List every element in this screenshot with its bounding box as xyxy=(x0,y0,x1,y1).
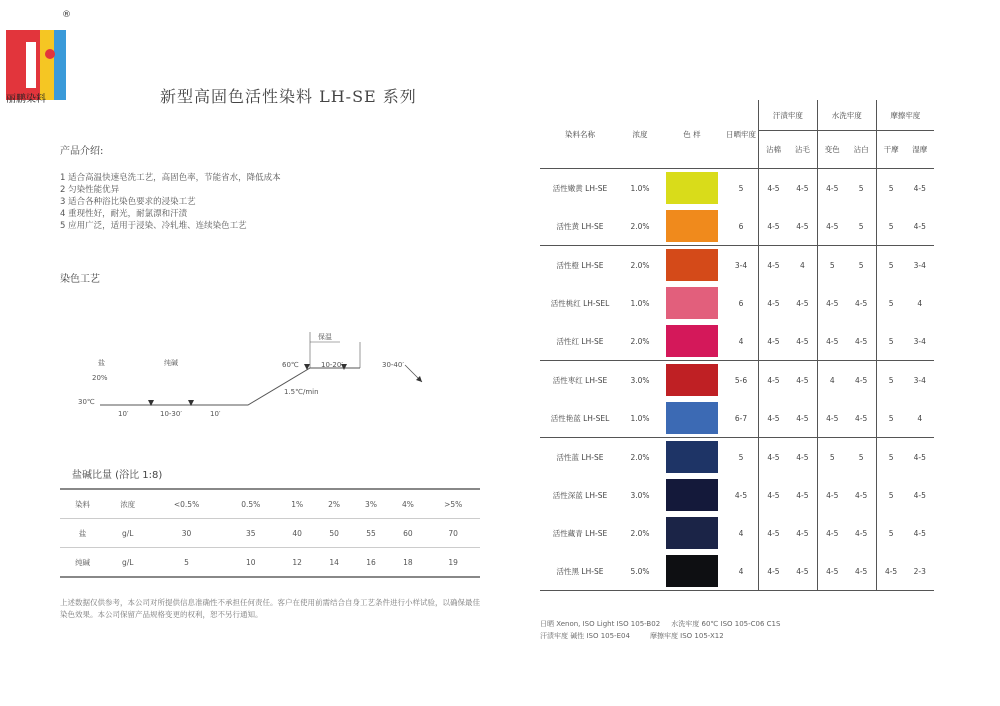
table-row xyxy=(60,548,480,578)
sweat-fastness-cotton: 4-5 xyxy=(759,207,788,246)
process-label: 30℃ xyxy=(78,398,95,406)
process-label: 60℃ xyxy=(282,361,299,369)
rub-fastness-dry: 5 xyxy=(876,476,905,514)
sweat-fastness-wool: 4 xyxy=(788,246,817,285)
rub-fastness-dry: 5 xyxy=(876,246,905,285)
light-fastness: 4 xyxy=(724,552,759,591)
color-swatch-cell xyxy=(660,284,724,322)
intro-item: 1 适合高温快速皂洗工艺，高固色率，节能省水，降低成本 xyxy=(60,173,281,183)
table-header-cell: >5% xyxy=(426,489,480,519)
light-fastness: 5 xyxy=(724,169,759,208)
table-header-cell: 染料 xyxy=(60,489,105,519)
table-row xyxy=(540,246,934,285)
intro-item: 2 匀染性能优异 xyxy=(60,185,120,195)
sweat-fastness-wool: 4-5 xyxy=(796,528,809,538)
intro-item: 3 适合各种浴比染色要求的浸染工艺 xyxy=(60,197,196,207)
dye-name: 活性橙 LH-SE xyxy=(540,246,620,285)
table-cell: 10 xyxy=(223,548,279,578)
col-header-sub: 变色 xyxy=(817,131,846,169)
wash-fastness-change: 4-5 xyxy=(817,284,846,322)
wash-fastness-change: 4 xyxy=(817,361,846,400)
rub-fastness-dry: 5 xyxy=(876,438,905,477)
table-cell: g/L xyxy=(105,519,150,548)
table-header-cell: 1% xyxy=(279,489,316,519)
standard-note: 水洗牢度 60℃ ISO 105-C06 C1S xyxy=(671,620,781,628)
light-fastness: 5 xyxy=(724,438,759,477)
sweat-fastness-cotton: 4-5 xyxy=(759,246,788,285)
fastness-table xyxy=(540,100,934,591)
rub-fastness-wet: 4-5 xyxy=(913,528,926,538)
wash-fastness-stain: 5 xyxy=(847,169,876,208)
sweat-fastness-wool: 4-5 xyxy=(796,298,809,308)
sweat-fastness-cotton: 4-5 xyxy=(759,514,788,552)
dye-concentration: 2.0% xyxy=(620,246,660,285)
table-cell: 16 xyxy=(353,548,390,578)
col-header-sub: 沾毛 xyxy=(788,131,817,169)
dye-concentration: 3.0% xyxy=(620,361,660,400)
col-header-sub: 沾棉 xyxy=(759,131,788,169)
col-header-name: 染料名称 xyxy=(540,100,620,169)
color-swatch-cell xyxy=(660,438,724,477)
table-row xyxy=(540,361,934,400)
process-label: 10-20′ xyxy=(321,361,343,369)
sweat-fastness-wool: 4-5 xyxy=(788,361,817,400)
wash-fastness-change: 5 xyxy=(817,246,846,285)
table-header-cell: 浓度 xyxy=(105,489,150,519)
process-label: 保温 xyxy=(318,333,332,341)
rub-fastness-dry: 5 xyxy=(876,284,905,322)
wash-fastness-stain: 4-5 xyxy=(855,298,868,308)
table-cell: 5 xyxy=(150,548,223,578)
rub-fastness-dry: 5 xyxy=(876,361,905,400)
sweat-fastness-cotton: 4-5 xyxy=(759,322,788,361)
col-header-sub: 干摩 xyxy=(876,131,905,169)
wash-fastness-stain: 5 xyxy=(847,438,876,477)
registered-mark: ® xyxy=(62,10,71,20)
table-header-cell: 0.5% xyxy=(223,489,279,519)
sweat-fastness-cotton: 4-5 xyxy=(759,476,788,514)
col-header-wash: 水洗牢度 xyxy=(817,100,876,131)
sweat-fastness-wool: 4-5 xyxy=(788,552,817,591)
table-row xyxy=(540,514,934,552)
wash-fastness-change: 4-5 xyxy=(817,514,846,552)
col-header-sweat: 汗渍牢度 xyxy=(759,100,818,131)
sweat-fastness-cotton: 4-5 xyxy=(759,552,788,591)
wash-fastness-stain: 4-5 xyxy=(855,336,868,346)
dye-name: 活性蓝 LH-SE xyxy=(540,438,620,477)
color-swatch-cell xyxy=(660,476,724,514)
dye-concentration: 2.0% xyxy=(630,221,650,231)
process-diagram xyxy=(60,320,460,430)
dye-concentration: 5.0% xyxy=(620,552,660,591)
col-header-sub: 沾白 xyxy=(847,131,876,169)
table-cell: 70 xyxy=(426,519,480,548)
rub-fastness-dry: 5 xyxy=(876,322,905,361)
color-swatch-cell xyxy=(660,552,724,591)
sweat-fastness-cotton: 4-5 xyxy=(759,438,788,477)
wash-fastness-change: 4-5 xyxy=(817,169,846,208)
dye-name: 活性枣红 LH-SE xyxy=(540,361,620,400)
dye-name: 活性艳蓝 LH-SEL xyxy=(550,413,610,423)
table-row xyxy=(540,438,934,477)
brand-name: 丽鹏染料 xyxy=(6,94,46,105)
rub-fastness-wet: 2-3 xyxy=(906,552,934,591)
rub-fastness-wet: 3-4 xyxy=(906,246,934,285)
color-swatch-cell xyxy=(660,361,724,400)
table-cell: 18 xyxy=(389,548,426,578)
color-swatch xyxy=(666,172,718,204)
table-cell: 60 xyxy=(389,519,426,548)
dye-name: 活性藏青 LH-SE xyxy=(552,528,608,538)
table-cell: 14 xyxy=(316,548,353,578)
color-swatch xyxy=(666,479,718,511)
table-cell: 纯碱 xyxy=(60,548,105,578)
light-fastness: 3-4 xyxy=(724,246,759,285)
table-cell: 35 xyxy=(223,519,279,548)
rub-fastness-wet: 4 xyxy=(917,298,923,308)
color-swatch xyxy=(666,555,718,587)
light-fastness: 5-6 xyxy=(724,361,759,400)
standard-note: 日晒 Xenon, ISO Light ISO 105-B02 xyxy=(540,620,661,628)
process-label: 10′ xyxy=(210,410,221,418)
dye-concentration: 1.0% xyxy=(630,413,650,423)
col-header-rub: 摩擦牢度 xyxy=(876,100,934,131)
col-header-color: 色 样 xyxy=(660,100,724,169)
table-header-cell: 3% xyxy=(353,489,390,519)
light-fastness: 6 xyxy=(738,298,744,308)
process-label: 盐 xyxy=(98,359,105,367)
dye-name: 活性黑 LH-SE xyxy=(540,552,620,591)
wash-fastness-stain: 5 xyxy=(847,246,876,285)
table-cell: 19 xyxy=(426,548,480,578)
rub-fastness-wet: 4 xyxy=(917,413,923,423)
dye-concentration: 1.0% xyxy=(620,169,660,208)
rub-fastness-wet: 3-4 xyxy=(906,361,934,400)
table-row xyxy=(540,322,934,361)
intro-heading: 产品介绍: xyxy=(60,146,104,157)
table-header-cell: 4% xyxy=(389,489,426,519)
col-header-light: 日晒牢度 xyxy=(724,100,759,169)
table-row xyxy=(540,169,934,208)
dye-name: 活性嫩黄 LH-SE xyxy=(540,169,620,208)
col-header-conc: 浓度 xyxy=(620,100,660,169)
sweat-fastness-wool: 4-5 xyxy=(796,413,809,423)
color-swatch-cell xyxy=(660,207,724,246)
rub-fastness-dry: 5 xyxy=(876,514,905,552)
intro-item: 4 重现性好，耐光，耐氯漂和汗渍 xyxy=(60,209,188,219)
rub-fastness-dry: 4-5 xyxy=(876,552,905,591)
table-row xyxy=(540,399,934,438)
wash-fastness-change: 4-5 xyxy=(817,476,846,514)
sweat-fastness-cotton: 4-5 xyxy=(759,399,788,438)
light-fastness: 6-7 xyxy=(734,413,748,423)
table-row xyxy=(60,489,480,519)
process-label: 10-30′ xyxy=(160,410,182,418)
footnote: 上述数据仅供参考，本公司对所提供信息准确性不承担任何责任。客户在使用前需结合自身工艺条件进行小样试验，以确保最佳染色效果。本公司保留产品规格变更的权利，恕不另行通知。 xyxy=(60,598,480,619)
rub-fastness-dry: 5 xyxy=(876,169,905,208)
intro-item: 5 应用广泛，适用于浸染、冷轧堆、连续染色工艺 xyxy=(60,221,247,231)
color-swatch-cell xyxy=(660,399,724,438)
table-cell: g/L xyxy=(105,548,150,578)
rub-fastness-wet: 3-4 xyxy=(913,336,926,346)
wash-fastness-change: 5 xyxy=(817,438,846,477)
table-cell: 50 xyxy=(316,519,353,548)
intro-list xyxy=(60,172,281,232)
color-swatch xyxy=(666,402,718,434)
dye-concentration: 3.0% xyxy=(630,490,650,500)
sweat-fastness-wool: 4-5 xyxy=(788,438,817,477)
rub-fastness-wet: 4-5 xyxy=(913,221,926,231)
color-swatch xyxy=(666,287,718,319)
wash-fastness-stain: 4-5 xyxy=(847,361,876,400)
color-swatch xyxy=(666,517,718,549)
table-row xyxy=(60,519,480,548)
col-header-sub: 湿摩 xyxy=(906,131,934,169)
table-header-cell: 2% xyxy=(316,489,353,519)
sweat-fastness-wool: 4-5 xyxy=(796,221,809,231)
color-swatch-cell xyxy=(660,169,724,208)
table-row xyxy=(540,284,934,322)
sweat-fastness-wool: 4-5 xyxy=(796,490,809,500)
sweat-fastness-cotton: 4-5 xyxy=(759,169,788,208)
ratio-table xyxy=(60,488,480,578)
process-label: 20% xyxy=(92,374,108,382)
dye-name: 活性黄 LH-SE xyxy=(556,221,604,231)
standard-note: 摩擦牢度 ISO 105-X12 xyxy=(649,632,724,640)
ratio-heading: 盐碱比量 (浴比 1:8) xyxy=(72,470,163,481)
table-row xyxy=(540,552,934,591)
table-cell: 55 xyxy=(353,519,390,548)
table-header-cell: <0.5% xyxy=(150,489,223,519)
dye-concentration: 2.0% xyxy=(630,336,650,346)
color-swatch xyxy=(666,441,718,473)
sweat-fastness-wool: 4-5 xyxy=(788,169,817,208)
sweat-fastness-wool: 4-5 xyxy=(796,336,809,346)
wash-fastness-change: 4-5 xyxy=(817,552,846,591)
dye-name: 活性红 LH-SE xyxy=(556,336,604,346)
light-fastness: 4-5 xyxy=(734,490,748,500)
wash-fastness-change: 4-5 xyxy=(817,322,846,361)
table-cell: 30 xyxy=(150,519,223,548)
table-cell: 40 xyxy=(279,519,316,548)
table-cell: 盐 xyxy=(60,519,105,548)
process-label: 10′ xyxy=(118,410,129,418)
wash-fastness-stain: 5 xyxy=(858,221,864,231)
color-swatch xyxy=(666,325,718,357)
rub-fastness-wet: 4-5 xyxy=(913,490,926,500)
dye-concentration: 1.0% xyxy=(630,298,650,308)
rub-fastness-dry: 5 xyxy=(876,399,905,438)
dye-name: 活性深蓝 LH-SE xyxy=(552,490,608,500)
test-standards xyxy=(540,618,940,642)
wash-fastness-stain: 4-5 xyxy=(855,528,868,538)
color-swatch xyxy=(666,249,718,281)
light-fastness: 6 xyxy=(738,221,744,231)
dye-concentration: 2.0% xyxy=(630,528,650,538)
color-swatch xyxy=(666,364,718,396)
color-swatch-cell xyxy=(660,246,724,285)
sweat-fastness-cotton: 4-5 xyxy=(759,284,788,322)
sweat-fastness-cotton: 4-5 xyxy=(759,361,788,400)
rub-fastness-wet: 4-5 xyxy=(906,438,934,477)
table-cell: 12 xyxy=(279,548,316,578)
color-swatch-cell xyxy=(660,322,724,361)
color-swatch-cell xyxy=(660,514,724,552)
process-label: 1.5℃/min xyxy=(284,388,319,396)
table-row xyxy=(540,476,934,514)
standard-note: 汗渍牢度 碱性 ISO 105-E04 xyxy=(540,632,630,640)
wash-fastness-stain: 4-5 xyxy=(855,490,868,500)
rub-fastness-dry: 5 xyxy=(876,207,905,246)
process-label: 30-40′ xyxy=(382,361,404,369)
light-fastness: 4 xyxy=(738,528,744,538)
light-fastness: 4 xyxy=(738,336,744,346)
process-heading: 染色工艺 xyxy=(60,274,100,285)
table-row xyxy=(540,207,934,246)
wash-fastness-change: 4-5 xyxy=(817,399,846,438)
dye-name: 活性桃红 LH-SEL xyxy=(550,298,610,308)
wash-fastness-stain: 4-5 xyxy=(855,413,868,423)
rub-fastness-wet: 4-5 xyxy=(906,169,934,208)
dye-concentration: 2.0% xyxy=(620,438,660,477)
page-title: 新型高固色活性染料 LH-SE 系列 xyxy=(160,87,417,106)
wash-fastness-change: 4-5 xyxy=(817,207,846,246)
color-swatch xyxy=(666,210,718,242)
wash-fastness-stain: 4-5 xyxy=(847,552,876,591)
process-label: 纯碱 xyxy=(164,359,178,367)
